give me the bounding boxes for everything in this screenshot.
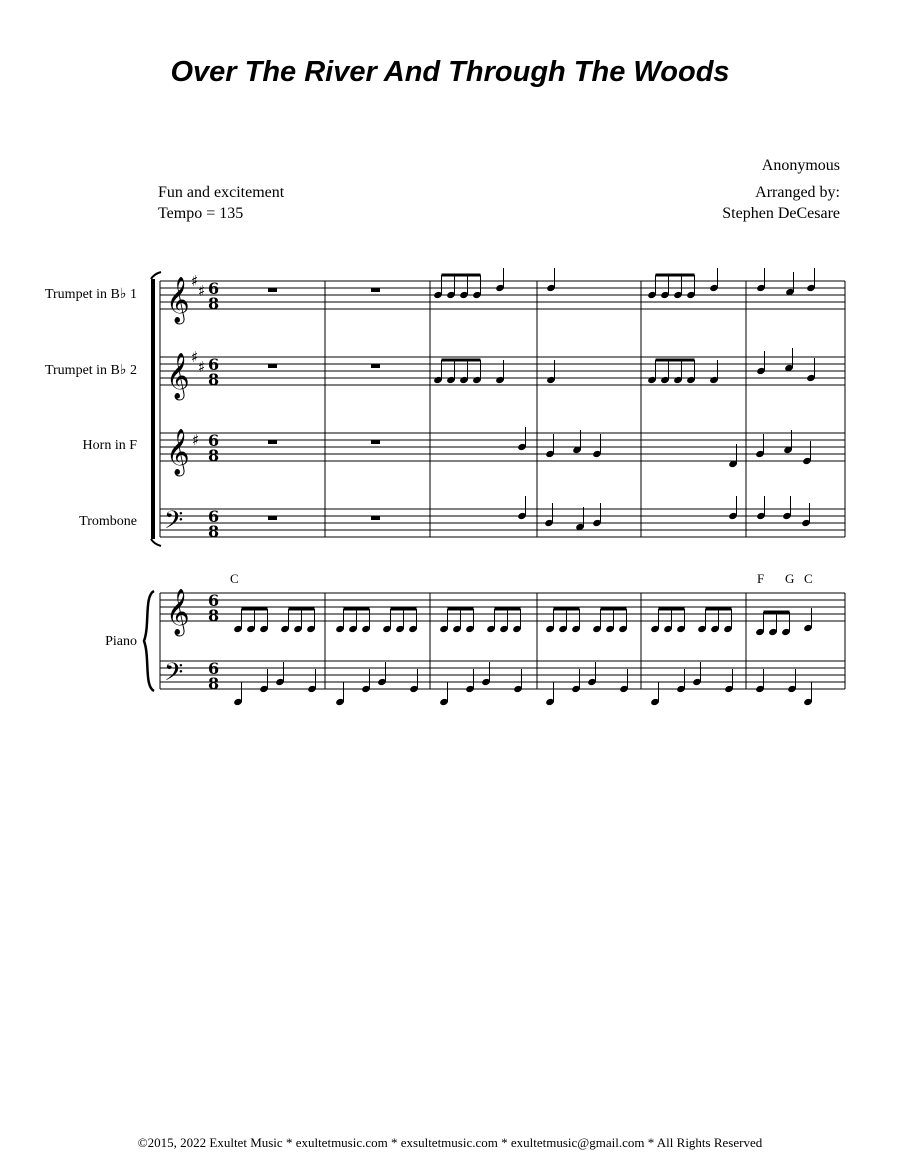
sharp-icon: ♯ — [192, 431, 200, 449]
whole-rest-icon — [268, 288, 277, 292]
note-beam — [391, 608, 417, 611]
time-signature-top: 6 — [208, 591, 220, 610]
sharp-icon: ♯ — [191, 272, 199, 290]
time-signature-bottom: 8 — [208, 370, 220, 389]
chord-symbols — [230, 571, 813, 586]
chord-symbol-g: G — [785, 571, 795, 586]
note-beam — [442, 274, 481, 277]
note-beam — [242, 608, 268, 611]
chord-symbol-c-2: C — [804, 571, 813, 586]
note-beam — [448, 608, 474, 611]
note-beam — [442, 359, 481, 362]
time-signature-top: 6 — [208, 659, 220, 678]
time-signature-top: 6 — [208, 431, 220, 450]
treble-clef-icon: 𝄞 — [166, 353, 190, 399]
instrument-label-horn: Horn in F — [82, 438, 137, 453]
whole-rest-icon — [268, 364, 277, 368]
staff-trombone — [160, 509, 845, 537]
bass-clef-icon: 𝄢 — [164, 658, 184, 693]
staff-horn — [160, 433, 845, 461]
staff-trumpet-1 — [160, 281, 845, 309]
note-beam — [656, 274, 695, 277]
clefs — [164, 277, 190, 693]
score-title: Over The River And Through The Woods — [170, 56, 730, 88]
time-signature-bottom: 8 — [208, 522, 220, 541]
staff-piano-treble — [160, 593, 845, 621]
instrument-label-trumpet-2: Trumpet in B♭ 2 — [44, 363, 137, 378]
sharp-icon: ♯ — [191, 348, 199, 366]
instrument-label-trombone: Trombone — [79, 514, 137, 529]
arranger-label: Arranged by: — [755, 184, 840, 201]
note-beam — [764, 611, 790, 614]
instrument-label-trumpet-1: Trumpet in B♭ 1 — [44, 287, 137, 302]
whole-rest-icon — [268, 516, 277, 520]
time-signature-top: 6 — [208, 355, 220, 374]
time-signature-bottom: 8 — [208, 606, 220, 625]
treble-clef-icon: 𝄞 — [166, 589, 190, 635]
whole-rest-icon — [371, 364, 380, 368]
note-beam — [344, 608, 370, 611]
ensemble-bracket — [151, 272, 161, 546]
treble-clef-icon: 𝄞 — [166, 277, 190, 323]
rests — [268, 288, 380, 520]
time-signatures — [208, 279, 219, 693]
expression-text: Fun and excitement — [158, 184, 285, 201]
composer-credit: Anonymous — [761, 157, 840, 174]
whole-rest-icon — [371, 516, 380, 520]
note-beam — [659, 608, 685, 611]
time-signature-bottom: 8 — [208, 446, 220, 465]
chord-symbol-c: C — [230, 571, 239, 586]
notes — [233, 268, 816, 706]
time-signature-top: 6 — [208, 507, 220, 526]
whole-rest-icon — [371, 288, 380, 292]
treble-clef-icon: 𝄞 — [166, 429, 190, 475]
whole-rest-icon — [371, 440, 380, 444]
piano-brace — [144, 591, 160, 691]
copyright-footer: ©2015, 2022 Exultet Music * exultetmusic.com * exsultetmusic.com * exultetmusic@gmail.com * All Rights Reserved — [137, 1135, 763, 1150]
chord-symbol-f: F — [757, 571, 765, 586]
note-beam — [495, 608, 521, 611]
whole-rest-icon — [268, 440, 277, 444]
bass-clef-icon: 𝄢 — [164, 506, 184, 541]
time-signature-bottom: 8 — [208, 674, 220, 693]
time-signature-bottom: 8 — [208, 294, 220, 313]
arranger-name: Stephen DeCesare — [722, 205, 840, 222]
note-beam — [656, 359, 695, 362]
tempo-text: Tempo = 135 — [158, 205, 244, 222]
staff-piano-bass — [160, 661, 845, 689]
note-beam — [289, 608, 315, 611]
note-beam — [706, 608, 732, 611]
sharp-icon: ♯ — [198, 358, 206, 376]
instrument-label-piano: Piano — [105, 634, 137, 649]
note-beam — [554, 608, 580, 611]
note-beam — [601, 608, 627, 611]
sharp-icon: ♯ — [198, 282, 206, 300]
time-signature-top: 6 — [208, 279, 220, 298]
key-signatures — [191, 272, 205, 449]
